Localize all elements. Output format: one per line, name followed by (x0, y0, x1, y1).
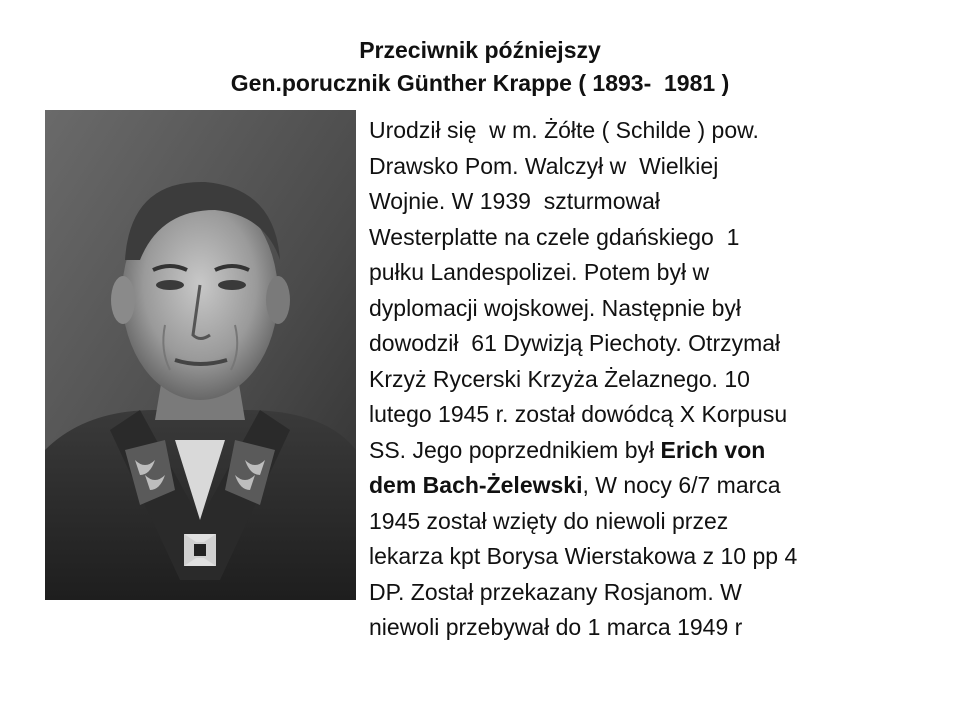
title-line-1: Przeciwnik późniejszy (359, 37, 601, 63)
biography-line: dyplomacji wojskowej. Następnie był (369, 294, 741, 321)
biography-line: lekarza kpt Borysa Wierstakowa z 10 pp 4 (369, 543, 798, 569)
biography-line: niewoli przebywał do 1 marca 1949 r (369, 614, 743, 640)
bold-name: Erich von (660, 436, 766, 463)
bold-name: dem Bach-Żelewski (369, 472, 583, 498)
biography-line (369, 468, 929, 504)
biography-line: Wojnie. W 1939 szturmował (369, 188, 661, 214)
biography-line: Krzyż Rycerski Krzyża Żelaznego. 10 (369, 365, 750, 392)
biography-line: lutego 1945 r. został dowódcą X Korpusu (369, 401, 788, 427)
biography-line: Urodził się w m. Żółte ( Schilde ) pow. (369, 117, 759, 143)
title-line-2: Gen.porucznik Günther Krappe ( 1893- 1981 ) (230, 70, 730, 96)
cross-icon (184, 534, 216, 566)
biography-line: pułku Landespolizei. Potem był w (369, 259, 710, 285)
biography-text-segment: , W nocy 6/7 marca (582, 472, 781, 498)
biography-line: dowodził 61 Dywizją Piechoty. Otrzymał (369, 330, 781, 356)
biography-line: DP. Został przekazany Rosjanom. W (369, 578, 742, 605)
biography-line: Drawsko Pom. Walczył w Wielkiej (369, 152, 719, 179)
biography-line (369, 433, 929, 469)
biography-line: Westerplatte na czele gdańskiego 1 (369, 223, 740, 250)
slide-title (0, 34, 960, 100)
portrait-illustration (45, 110, 356, 600)
portrait-photo (45, 110, 356, 600)
biography-text (369, 113, 929, 646)
biography-line: 1945 został wzięty do niewoli przez (369, 507, 729, 534)
biography-text-segment: SS. Jego poprzednikiem był (369, 436, 661, 463)
